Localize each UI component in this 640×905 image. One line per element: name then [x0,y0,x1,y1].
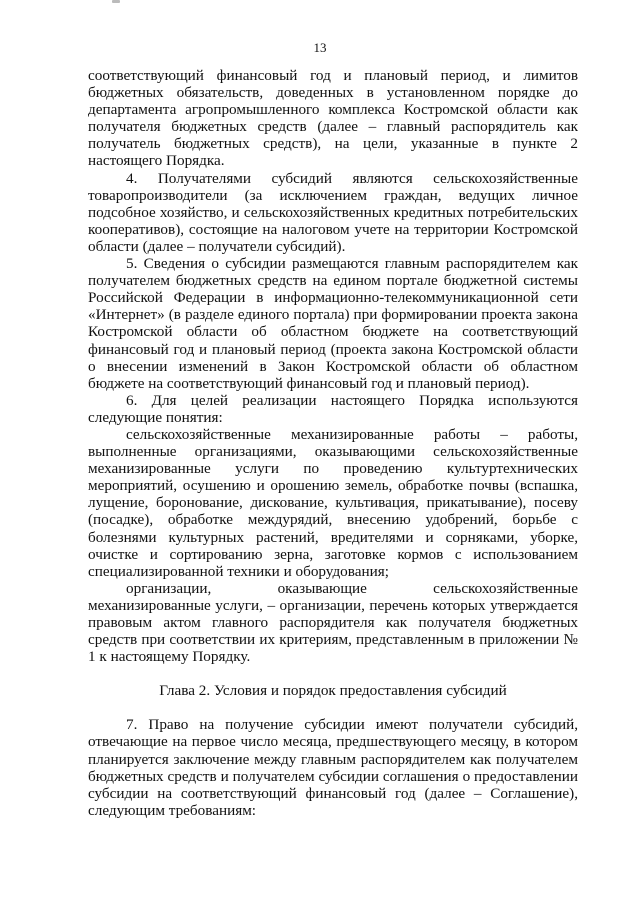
chapter-heading: Глава 2. Условия и порядок предоставления субсидий [159,682,507,700]
definition-organizations: организации, оказывающие сельскохозяйственные механизированные услуги, – организации, перечень которых утверждается правовым актом главного распорядителя как получателя бюджетных средств при соответствии их критериям, представленным в приложении № 1 к настоящему Порядку. [88,579,578,666]
document-body [88,67,578,819]
paragraph-continuation: соответствующий финансовый год и плановый период, и лимитов бюджетных обязательств, доведенных в установленном порядке до департамента агропромышленного комплекса Костромской области как получателя бюджетных средств (далее – главный распорядитель как получатель бюджетных средств), на цели, указанные в пункте 2 настоящего Порядка. [88,67,578,170]
page-number: 13 [313,40,327,55]
paragraph-5: 5. Сведения о субсидии размещаются главным распорядителем как получателем бюджетных средств на едином портале бюджетной системы Российской Федерации в информационно-телекоммуникационной сети «Интернет» (в разделе единого портала) при формировании проекта закона Костромской области об областном бюджете на соответствующий финансовый год и плановый период (проекта закона Костромской области о внесении изменений в Закон Костромской области об областном бюджете на соответствующий финансовый год и плановый период). [88,255,578,392]
paragraph-6: 6. Для целей реализации настоящего Порядка используются следующие понятия: [88,391,578,426]
scan-mark [112,0,120,3]
definition-mechanized-works: сельскохозяйственные механизированные работы – работы, выполненные организациями, оказывающими сельскохозяйственные механизированные услуги по проведению культуртехнических мероприятий, осушению и орошению земель, обработке почвы (вспашка, лущение, боронование, дискование, культивация, прикатывание), посеву (посадке), обработке междурядий, внесению удобрений, борьбе с болезнями культурных растений, вредителями и сорняками, уборке, очистке и сортированию зерна, заготовке кормов с использованием специализированной техники и оборудования; [88,425,578,580]
paragraph-7: 7. Право на получение субсидии имеют получатели субсидий, отвечающие на первое число месяца, предшествующего месяцу, в котором планируется заключение между главным распорядителем как получателем бюджетных средств и получателем субсидии соглашения о предоставлении субсидии на соответствующий финансовый год (далее – Соглашение), следующим требованиям: [88,716,578,819]
paragraph-4: 4. Получателями субсидий являются сельскохозяйственные товаропроизводители (за исключением граждан, ведущих личное подсобное хозяйство, и сельскохозяйственных кредитных потребительских кооперативов), состоящие на налоговом учете на территории Костромской области (далее – получатели субсидий). [88,169,578,255]
